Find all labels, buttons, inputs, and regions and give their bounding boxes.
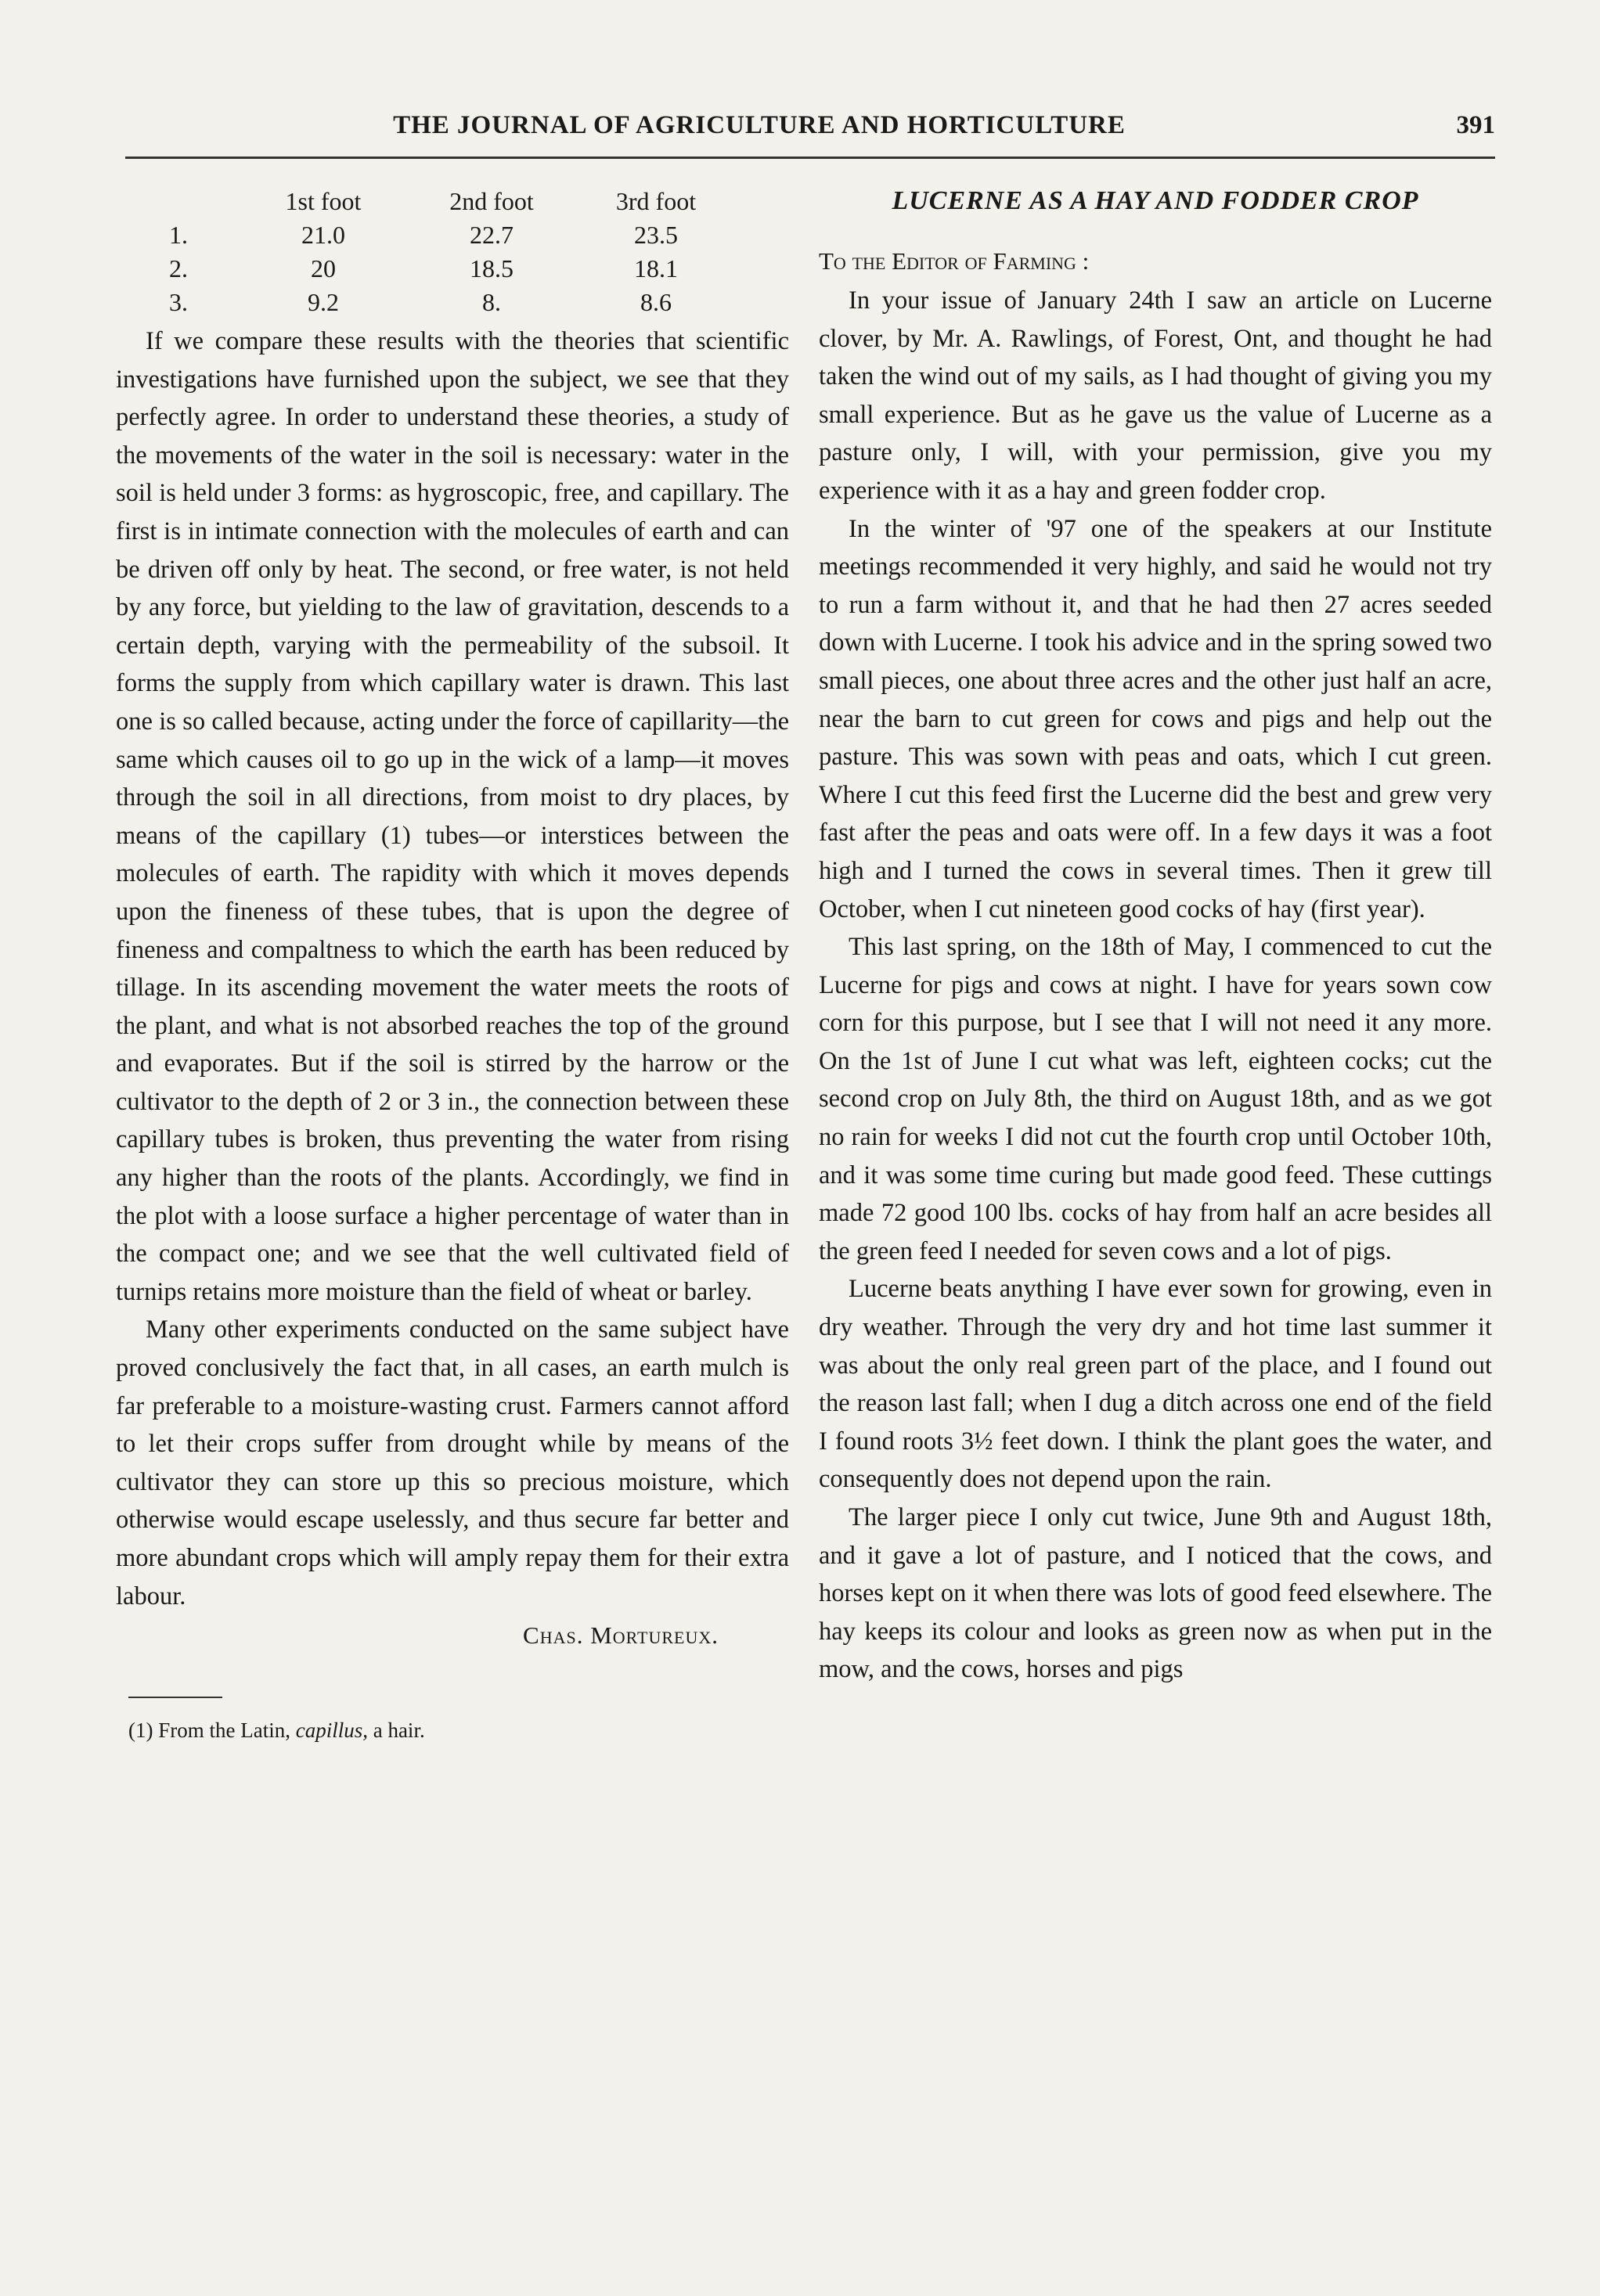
footnote-suffix: a hair. xyxy=(367,1718,425,1743)
table-cell: 21.0 xyxy=(301,221,345,249)
table-cell: 18.1 xyxy=(634,254,678,283)
body-paragraph: In the winter of '97 one of the speakers at our Institute meetings recommended it very highly, and said he would not try to run a farm without it, and that he had then 27 acres seeded down with Lucerne. I took his advice and in the spring sowed two small pieces, one about three acres and the other just half an acre, near the barn to cut green for cows and pigs and help out the pasture. This was sown with peas and oats, which I cut green. Where I cut this feed first the Lucerne did the best and grew very fast after the peas and oats were off. In a few days it was a foot high and I turned the cows in several times. Then it grew till October, when I cut nineteen good cocks of hay (first year). xyxy=(819,514,1492,923)
table-cell: 22.7 xyxy=(470,221,514,249)
table-header-cell: 2nd foot xyxy=(449,187,534,215)
table-cell: 8.6 xyxy=(640,288,672,316)
table-row xyxy=(116,252,789,286)
right-column xyxy=(819,180,1492,1689)
body-paragraph: In your issue of January 24th I saw an article on Lucerne clover, by Mr. A. Rawlings, of Forest, Ont, and thought he had taken the wind out of my sails, as I had thought of giving you my small experience. But as he gave us the value of Lucerne as a pasture only, I will, with your permission, give you my experience with it as a hay and green fodder crop. xyxy=(819,286,1492,505)
table-cell: 3. xyxy=(169,288,188,316)
footnote-rule xyxy=(128,1697,222,1698)
table-header-cell: 1st foot xyxy=(285,187,362,215)
table-header-row xyxy=(116,185,789,218)
body-paragraph: This last spring, on the 18th of May, I commenced to cut the Lucerne for pigs and cows at night. I have for years sown cow corn for this purpose, but I see that I will not need it any more. On the 1st of June I cut what was left, eighteen cocks; cut the second crop on July 8th, the third on August 18th, and as we got no rain for weeks I did not cut the fourth crop until October 10th, and it was some time curing but made good feed. These cuttings made 72 good 100 lbs. cocks of hay from half an acre besides all the green feed I needed for seven cows and a lot of pigs. xyxy=(819,933,1492,1265)
table-cell: 20 xyxy=(311,254,336,283)
table-cell: 2. xyxy=(169,254,188,283)
table-cell: 23.5 xyxy=(634,221,678,249)
article-title: LUCERNE AS A HAY AND FODDER CROP xyxy=(892,186,1419,215)
table-cell: 9.2 xyxy=(308,288,339,316)
body-paragraph: The larger piece I only cut twice, June 9th and August 18th, and it gave a lot of pasture, and I noticed that the cows, and horses kept on it when there was lots of good feed elsewhere. The hay keeps its colour and looks as green now as when put in the mow, and the cows, horses and pigs xyxy=(819,1503,1492,1684)
table-cell: 18.5 xyxy=(470,254,514,283)
header-rule xyxy=(125,157,1495,159)
journal-title: THE JOURNAL OF AGRICULTURE AND HORTICULTURE xyxy=(393,111,1126,139)
body-paragraph: Many other experiments conducted on the same subject have proved conclusively the fact that, in all cases, an earth mulch is far preferable to a moisture-wasting crust. Farmers cannot afford to let their crops suffer from drought while by means of the cultivator they can store up this so precious moisture, which otherwise would escape uselessly, and thus secure far better and more abundant crops which will amply repay them for their extra labour. xyxy=(116,1315,789,1610)
table-header-cell: 3rd foot xyxy=(615,187,697,215)
left-column xyxy=(116,180,789,1745)
table-cell: 1. xyxy=(169,221,188,249)
table-row xyxy=(116,286,789,319)
author-signature: Chas. Mortureux. xyxy=(523,1621,719,1650)
table-row xyxy=(116,218,789,252)
footnote-latin-term: capillus, xyxy=(295,1718,368,1743)
table-cell: 8. xyxy=(482,288,501,316)
page-number: 391 xyxy=(1456,111,1495,139)
body-paragraph: If we compare these results with the theories that scientific investigations have furnished upon the subject, we see that they perfectly agree. In order to understand these theories, a study of the movements of the water in the soil is necessary: water in the soil is held under 3 forms: as hygroscopic, free, and capillary. The first is in intimate connection with the molecules of earth and can be driven off only by heat. The second, or free water, is not held by any force, but yielding to the law of gravitation, descends to a certain depth, varying with the permeability of the subsoil. It forms the supply from which capillary water is drawn. This last one is so called because, acting under the force of capillarity—the same which causes oil to go up in the wick of a lamp—it moves through the soil in all directions, from moist to dry places, by means of the capillary (1) tubes—or interstices between the molecules of earth. The rapidity with which it moves depends upon the fineness of these tubes, that is upon the degree of fineness and compaltness to which the earth has been reduced by tillage. In its ascending movement the water meets the roots of the plant, and what is not absorbed reaches the top of the ground and evaporates. But if the soil is stirred by the harrow or the cultivator to the depth of 2 or 3 in., the connection between these capillary tubes is broken, thus preventing the water from rising any higher than the roots of the plants. Accordingly, we find in the plot with a loose surface a higher percentage of water than in the compact one; and we see that the well cultivated field of turnips retains more moisture than the field of wheat or barley. xyxy=(116,327,789,1306)
salutation: To the Editor of Farming : xyxy=(819,247,1090,275)
footnote xyxy=(116,1715,789,1745)
page-header xyxy=(125,111,1495,158)
body-paragraph: Lucerne beats anything I have ever sown for growing, even in dry weather. Through the very dry and hot time last summer it was about the only real green part of the place, and I found out the reason last fall; when I dug a ditch across one end of the field I found roots 3½ feet down. I think the plant goes the water, and consequently does not depend upon the rain. xyxy=(819,1275,1492,1494)
moisture-table xyxy=(116,185,789,319)
footnote-prefix: (1) From the Latin, xyxy=(128,1718,296,1743)
